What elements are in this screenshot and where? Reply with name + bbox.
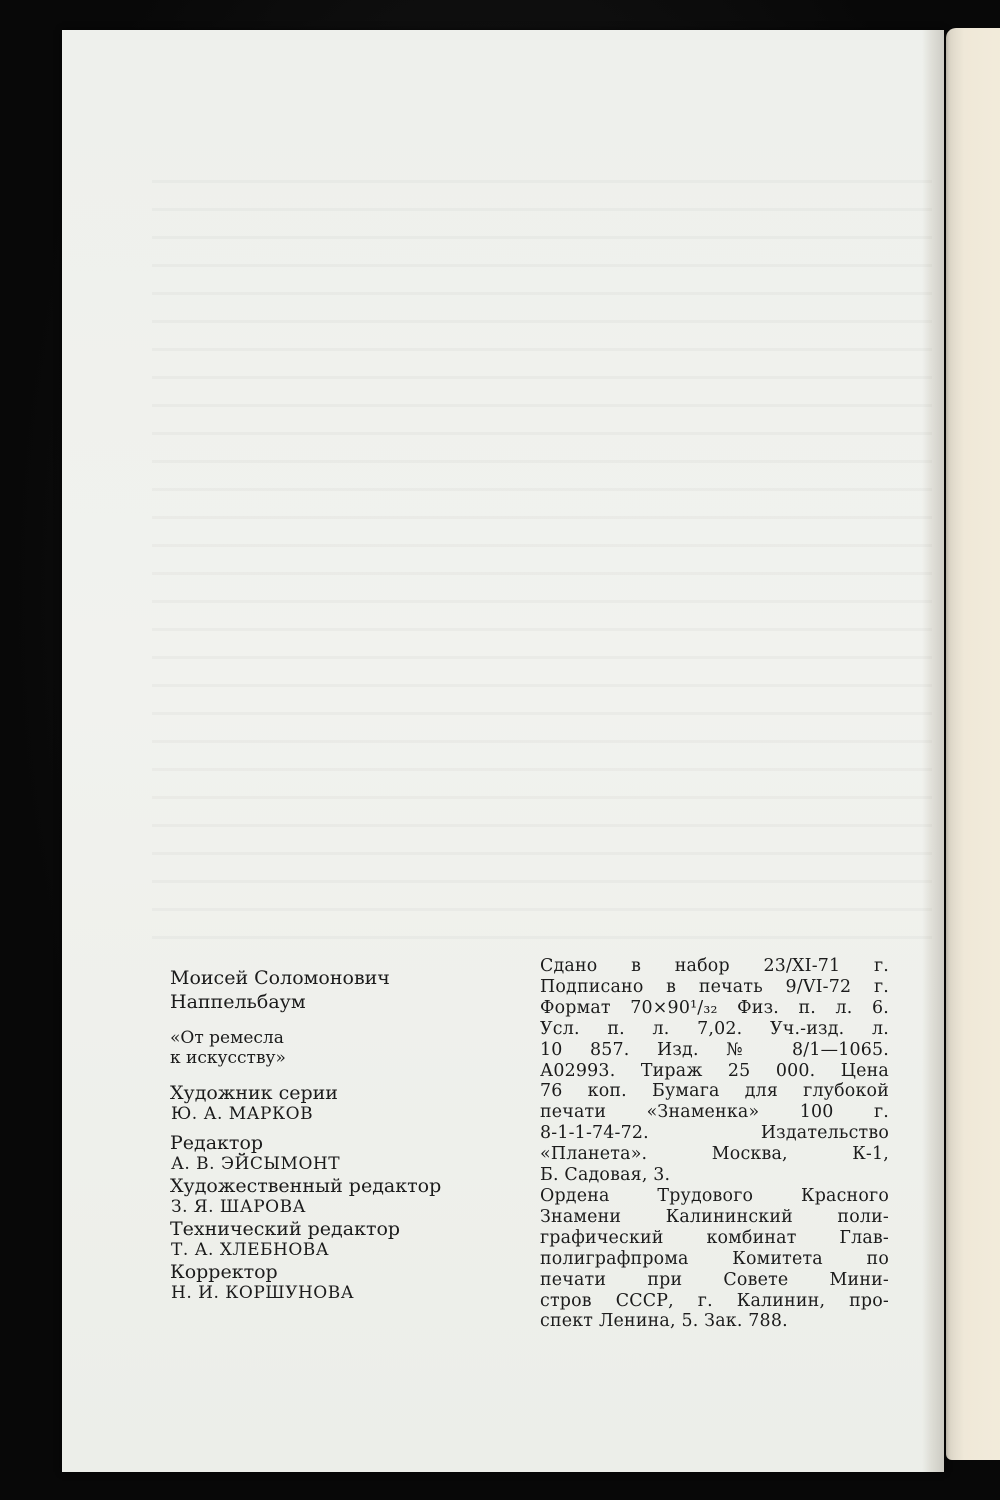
imprint-line: Усл. п. л. 7,02. Уч.-изд. л.	[540, 1018, 889, 1039]
imprint-line: спект Ленина, 5. Зак. 788.	[540, 1311, 788, 1332]
imprint-line: 8-1-1-74-72. Издательство	[540, 1123, 889, 1144]
credit-person: Т. А. ХЛЕБНОВА	[171, 1240, 330, 1260]
credit-role: Технический редактор	[170, 1218, 401, 1240]
credit-proofreader	[170, 1261, 510, 1304]
book-title-line-1: «От ремесла	[170, 1028, 284, 1048]
imprint-column	[540, 956, 892, 1332]
author-name-line-1: Моисей Соломонович	[170, 967, 390, 989]
imprint-line: А02993. Тираж 25 000. Цена	[540, 1060, 889, 1081]
imprint-line: Ордена Трудового Красного	[540, 1185, 889, 1206]
credit-series-artist	[170, 1082, 510, 1125]
page-show-through	[152, 180, 932, 940]
imprint-line: Знамени Калининский поли-	[540, 1206, 889, 1227]
credit-person: З. Я. ШАРОВА	[171, 1197, 306, 1217]
page-spine-shadow	[922, 30, 944, 1472]
imprint-line: «Планета». Москва, К-1,	[540, 1144, 889, 1165]
imprint-line: Б. Садовая, 3.	[540, 1165, 671, 1186]
credits-column	[170, 966, 510, 1304]
credit-editor	[170, 1132, 510, 1175]
imprint-line: Формат 70×90¹/₃₂ Физ. п. л. 6.	[540, 997, 889, 1018]
imprint-line: Подписано в печать 9/VI-72 г.	[540, 976, 889, 997]
imprint-line: печати «Знаменка» 100 г.	[540, 1102, 889, 1123]
book-title	[170, 1028, 510, 1068]
credit-person: А. В. ЭЙСЫМОНТ	[171, 1154, 341, 1174]
credit-technical-editor	[170, 1218, 510, 1261]
credit-role: Редактор	[170, 1132, 264, 1154]
imprint-line: полиграфпрома Комитета по	[540, 1248, 889, 1269]
imprint-line: графический комбинат Глав-	[540, 1227, 889, 1248]
credit-role: Корректор	[170, 1261, 278, 1283]
credit-role: Художник серии	[170, 1082, 338, 1104]
credit-person: Н. И. КОРШУНОВА	[171, 1283, 355, 1303]
credit-art-editor	[170, 1175, 510, 1218]
credit-role: Художественный редактор	[170, 1175, 442, 1197]
facing-page-edge	[946, 28, 1000, 1460]
book-title-line-2: к искусству»	[170, 1048, 286, 1068]
imprint-line: 10 857. Изд. № 8/1—1065.	[540, 1039, 889, 1060]
credit-person: Ю. А. МАРКОВ	[171, 1104, 314, 1124]
imprint-line: Сдано в набор 23/XI-71 г.	[540, 956, 889, 976]
imprint-line: стров СССР, г. Калинин, про-	[540, 1290, 889, 1311]
author-name-line-2: Наппельбаум	[170, 991, 306, 1013]
imprint-line: печати при Совете Мини-	[540, 1269, 889, 1290]
imprint-line: 76 коп. Бумага для глубокой	[540, 1081, 889, 1102]
